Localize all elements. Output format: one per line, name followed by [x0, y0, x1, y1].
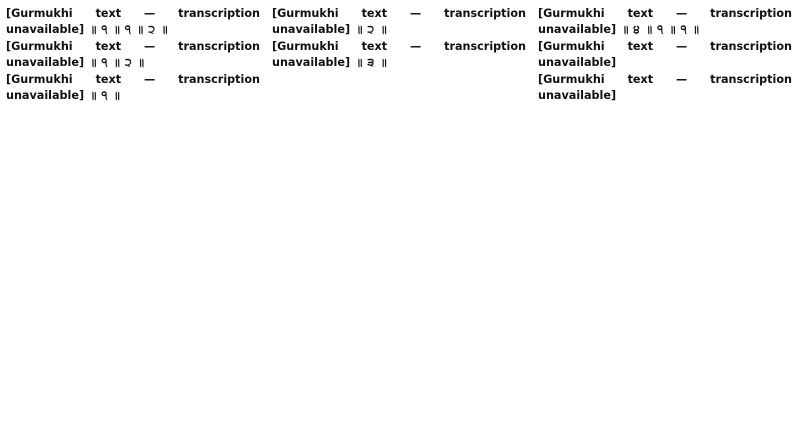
- column-3-paragraph-3: [Gurmukhi text — transcription unavailable]: [538, 73, 792, 102]
- text-column-2: [272, 6, 526, 430]
- text-column-1: [6, 6, 260, 430]
- column-1-paragraph-3: [Gurmukhi text — transcription unavailable] ॥ ੧ ॥: [6, 73, 260, 102]
- text-column-3: [538, 6, 792, 430]
- column-3-paragraph-2: [Gurmukhi text — transcription unavailable]: [538, 40, 792, 69]
- column-1-paragraph-2: [Gurmukhi text — transcription unavailable] ॥ ੧ ॥ ੨ ॥: [6, 40, 260, 69]
- column-2-paragraph-1: [Gurmukhi text — transcription unavailable] ॥ ੨ ॥: [272, 7, 526, 36]
- column-1-paragraph-1: [Gurmukhi text — transcription unavailable] ॥ ੧ ॥ ੧ ॥ ੨ ॥: [6, 7, 260, 36]
- column-2-paragraph-2: [Gurmukhi text — transcription unavailable] ॥ ੩ ॥: [272, 40, 526, 69]
- column-3-paragraph-1: [Gurmukhi text — transcription unavailable] ॥ ੪ ॥ ੧ ॥ ੧ ॥: [538, 7, 792, 36]
